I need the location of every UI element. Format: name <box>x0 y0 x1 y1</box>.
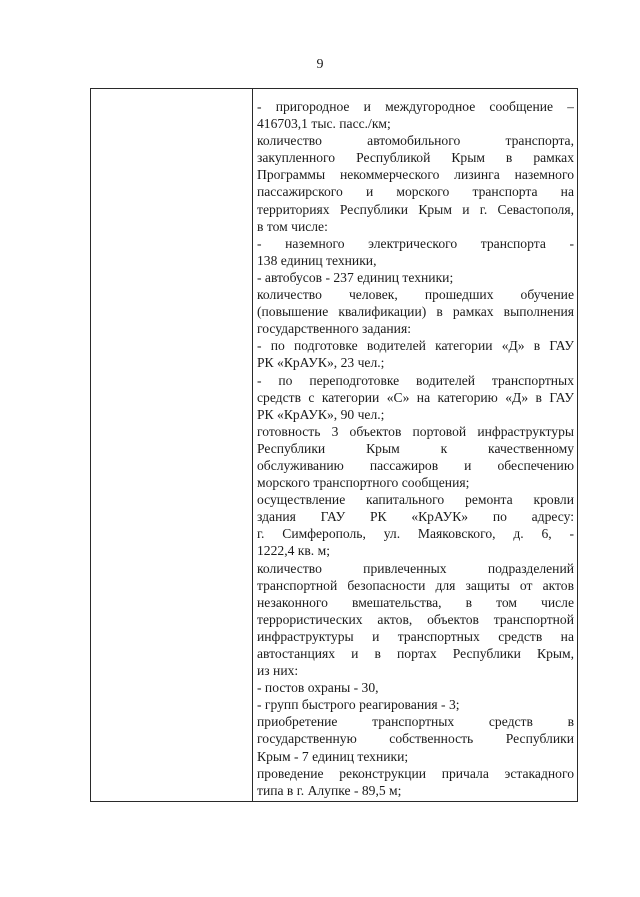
text-line: готовность 3 объектов портовой инфраструктуры <box>257 423 574 439</box>
text-line: осуществление капитального ремонта кровли <box>257 492 574 508</box>
text-line: - по переподготовке водителей транспортных <box>257 372 574 388</box>
text-line: из них: <box>257 663 299 679</box>
text-line: террористических актов, объектов транспортной <box>257 611 574 627</box>
text-line: пассажирского и морского транспорта на <box>257 184 574 200</box>
text-line: РК «КрАУК», 23 чел.; <box>257 355 385 371</box>
text-line: - наземного электрического транспорта - <box>257 235 574 251</box>
empty-left-cell <box>91 89 253 801</box>
text-line: - групп быстрого реагирования - 3; <box>257 697 460 713</box>
text-line: Крым - 7 единиц техники; <box>257 748 409 764</box>
text-line: - пригородное и междугородное сообщение – <box>257 99 574 114</box>
document-table <box>90 88 578 802</box>
text-line: приобретение транспортных средств в <box>257 714 574 730</box>
text-line: в том числе: <box>257 218 328 234</box>
text-line: 416703,1 тыс. пасс./км; <box>257 116 391 132</box>
text-line: 1222,4 кв. м; <box>257 543 330 559</box>
text-line: г. Симферополь, ул. Маяковского, д. 6, - <box>257 526 574 542</box>
text-line: - постов охраны - 30, <box>257 680 379 696</box>
text-line: государственного задания: <box>257 321 411 337</box>
page-number: 9 <box>316 57 324 72</box>
text-line: количество человек, прошедших обучение <box>257 287 574 303</box>
text-line: (повышение квалификации) в рамках выполнения <box>257 304 574 320</box>
text-line: незаконного вмешательства, в том числе <box>257 594 574 610</box>
text-line: типа в г. Алупке - 89,5 м; <box>257 782 402 798</box>
text-line: 138 единиц техники, <box>257 252 377 268</box>
text-line: транспортной безопасности для защиты от актов <box>257 577 574 593</box>
text-line: закупленного Республикой Крым в рамках <box>257 150 574 166</box>
text-line: количество привлеченных подразделений <box>257 560 574 576</box>
text-line: средств с категории «С» на категорию «Д» в ГАУ <box>257 389 574 405</box>
text-line: морского транспортного сообщения; <box>257 475 470 491</box>
text-line: Программы некоммерческого лизинга наземного <box>257 167 574 183</box>
text-line: обслуживанию пассажиров и обеспечению <box>257 457 574 473</box>
text-line: - автобусов - 237 единиц техники; <box>257 269 454 285</box>
text-line: Республики Крым к качественному <box>257 440 574 456</box>
text-line: инфраструктуры и транспортных средств на <box>257 628 574 644</box>
text-line: государственную собственность Республики <box>257 731 574 747</box>
text-line: автостанциях и в портах Республики Крым, <box>257 646 574 661</box>
text-line: проведение реконструкции причала эстакадного <box>257 765 574 781</box>
text-line: - по подготовке водителей категории «Д» в ГАУ <box>257 338 574 354</box>
text-line: территориях Республики Крым и г. Севастополя, <box>257 201 574 217</box>
text-line: количество автомобильного транспорта, <box>257 133 574 149</box>
text-line: РК «КрАУК», 90 чел.; <box>257 406 385 422</box>
results-text-cell <box>257 98 574 799</box>
text-line: здания ГАУ РК «КрАУК» по адресу: <box>257 509 574 525</box>
